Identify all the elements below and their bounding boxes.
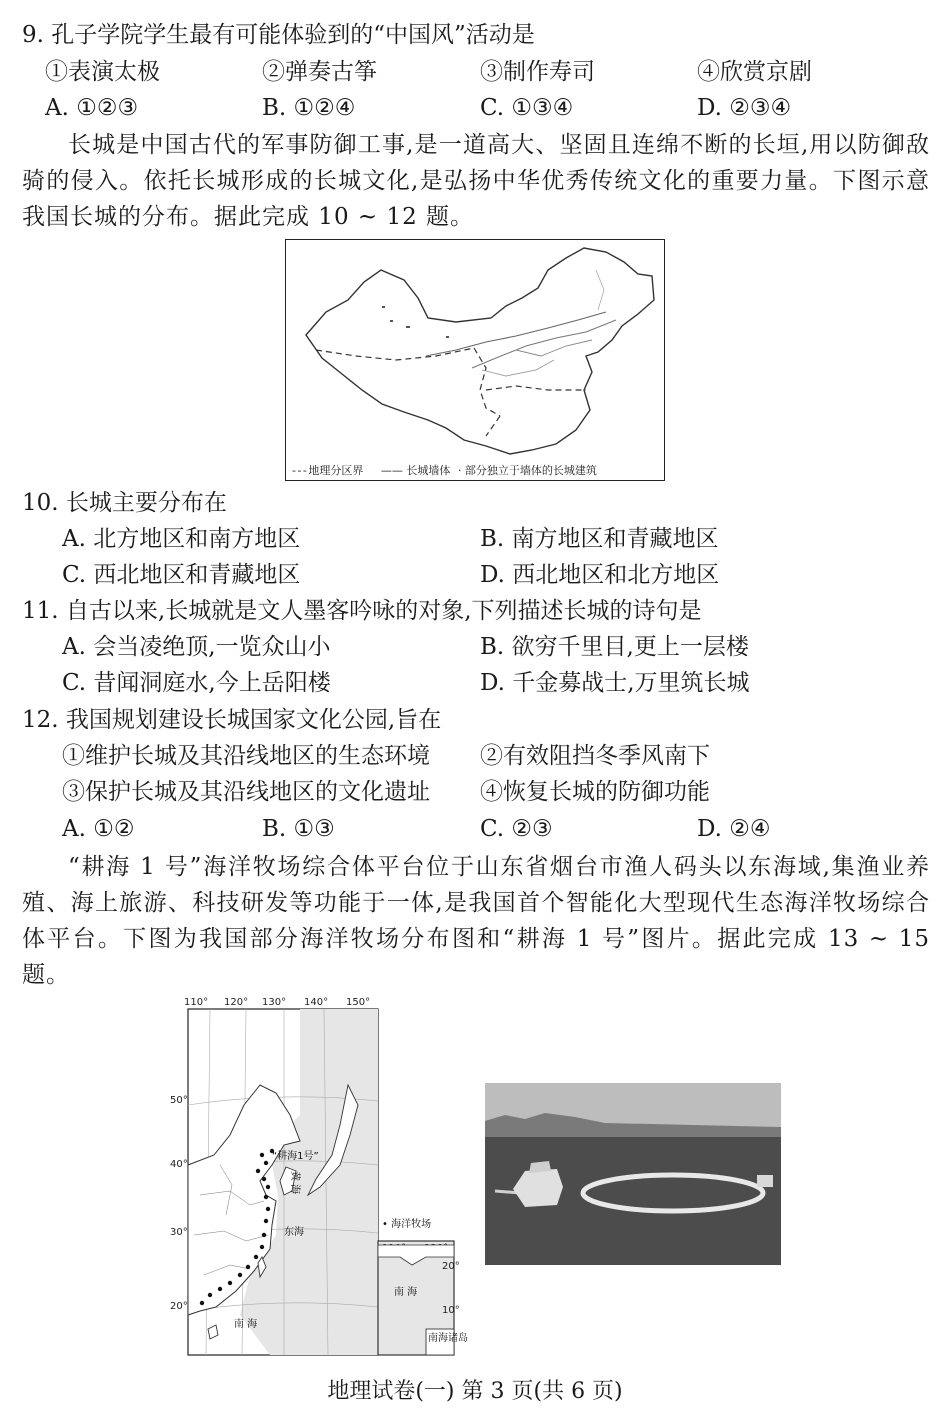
boundary-line-4 [486,416,500,436]
q11-option-c[interactable]: C. 昔闻洞庭水,今上岳阳楼 [62,670,331,696]
great-wall-line-2 [472,320,616,368]
great-wall-map [285,239,665,481]
lon-tick-110: 110° [184,997,209,1008]
genghai-photo [485,1083,781,1265]
huanghai-label: 黄 海 [289,1171,300,1195]
great-wall-line-3 [516,340,592,356]
passage-genghai: “耕海 1 号”海洋牧场综合体平台位于山东省烟台市渔人码头以东海域,集渔业养殖、海上旅游、科技研发等功能于一体,是我国首个智能化大型现代生态海洋牧场综合体平台。下图为我国部分海洋牧场分布图和“耕海 1 号”图片。据此完成 13 ~ 15 题。 [22,854,930,988]
q9-option-d[interactable]: D. ②③④ [697,95,792,121]
donghai-label: 东海 [284,1227,304,1238]
nanhai-label: 南 海 [234,1319,258,1330]
q9-item-1: ①表演太极 [45,59,160,85]
lat-tick-40: 40° [170,1159,188,1170]
inset-islands-label: 南海诸岛 [428,1333,468,1344]
lat-tick-30: 30° [170,1227,188,1238]
legend-wall: 长城墙体 [406,464,451,477]
q9-item-3: ③制作寿司 [480,59,595,85]
q12-item-1: ①维护长城及其沿线地区的生态环境 [62,743,430,769]
q12-option-d[interactable]: D. ②④ [697,816,771,842]
lat-tick-20: 20° [170,1301,188,1312]
lat-tick-50: 50° [170,1095,188,1106]
q9-option-c[interactable]: C. ①③④ [480,95,574,121]
river-2 [596,270,604,310]
q10-option-d[interactable]: D. 西北地区和北方地区 [480,562,720,588]
q12-option-a[interactable]: A. ①② [62,816,135,842]
q12-stem: 12. 我国规划建设长城国家文化公园,旨在 [22,707,442,733]
q12-item-2: ②有效阻挡冬季风南下 [480,743,710,769]
inset-lat-10: 10° [442,1305,460,1316]
lon-tick-130: 130° [262,997,287,1008]
great-wall-map-figure [286,240,664,462]
q9-stem: 9. 孔子学院学生最有可能体验到的“中国风”活动是 [22,22,535,48]
lon-tick-120: 120° [224,997,249,1008]
boundary-line-1 [316,348,474,360]
q11-option-a[interactable]: A. 会当凌绝顶,一览众山小 [62,634,331,660]
q11-option-d[interactable]: D. 千金募战士,万里筑长城 [480,670,750,696]
q10-stem: 10. 长城主要分布在 [22,490,227,516]
genghai-label: “耕海1号” [272,1151,319,1162]
q10-option-c[interactable]: C. 西北地区和青藏地区 [62,562,301,588]
q12-option-b[interactable]: B. ①③ [262,816,335,842]
q9-item-4: ④欣赏京剧 [697,59,812,85]
legend-dot: · 部分独立于墙体的长城建筑 [457,464,597,477]
q10-option-a[interactable]: A. 北方地区和南方地区 [62,526,301,552]
page-footer: 地理试卷(一) 第 3 页(共 6 页) [327,1379,623,1404]
lon-tick-150: 150° [346,997,371,1008]
boundary-line-3 [486,386,586,390]
river-1 [482,360,554,376]
legend-boundary: 地理分区界 [308,464,364,477]
q10-option-b[interactable]: B. 南方地区和青藏地区 [480,526,719,552]
q9-option-a[interactable]: A. ①②③ [45,95,139,121]
great-wall-line-1 [426,312,606,356]
wall-fragments [382,306,449,338]
q9-item-2: ②弹奏古筝 [262,59,377,85]
great-wall-map-legend: - - - 地理分区界 —— 长城墙体 · 部分独立于墙体的长城建筑 [292,464,597,477]
q12-item-3: ③保护长城及其沿线地区的文化遗址 [62,779,430,805]
passage-great-wall: 长城是中国古代的军事防御工事,是一道高大、坚固且连绵不断的长垣,用以防御敌骑的侵入。依托长城形成的长城文化,是弘扬中华优秀传统文化的重要力量。下图示意我国长城的分布。据此完成 10 ~ 12 题。 [22,132,930,230]
q12-item-4: ④恢复长城的防御功能 [480,779,710,805]
inset-lat-20: 20° [442,1261,460,1272]
china-outline [306,248,654,454]
q12-option-c[interactable]: C. ②③ [480,816,553,842]
q11-stem: 11. 自古以来,长城就是文人墨客吟咏的对象,下列描述长城的诗句是 [22,598,702,624]
marine-ranch-legend: • 海洋牧场 [382,1219,432,1230]
lon-tick-140: 140° [304,997,329,1008]
inset-sea-label: 南 海 [394,1287,418,1298]
q11-option-b[interactable]: B. 欲穷千里目,更上一层楼 [480,634,749,660]
marine-ranch-map [170,995,468,1357]
q9-option-b[interactable]: B. ①②④ [262,95,356,121]
